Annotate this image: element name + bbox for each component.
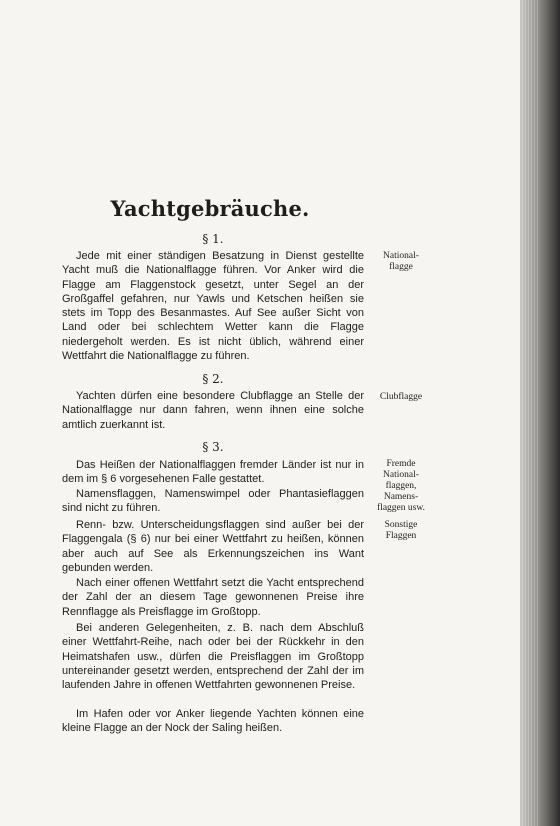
paragraph: Das Heißen der Nationalflaggen fremder Länder ist nur in dem im § 6 vorgesehenen Falle gestattet. — [62, 459, 364, 486]
margin-note: Sonstige Flaggen — [384, 520, 418, 541]
section-heading-1: § 1. — [202, 232, 224, 246]
paragraph: Jede mit einer ständigen Besatzung in Dienst gestellte Yacht muß die Nationalflagge führen. Vor Anker wird die Flagge am Flaggenstock gesetzt, unter Segel an der Großgaffel gefahren, nur Yawls und Ketschen heißen sie stets im Topp des Besanmastes. Auf See außer Sicht von Land oder bei schlechtem Wetter kann die Flagge niedergeholt werden. Es ist nicht üblich, während einer Wettfahrt die Nationalflagge zu führen. — [62, 250, 364, 363]
section-heading-3: § 3. — [202, 440, 224, 454]
paragraph: Bei anderen Gelegenheiten, z. B. nach dem Abschluß einer Wettfahrt-Reihe, nach oder bei der Rückkehr in den Heimatshafen usw., dürfen die Preisflaggen im Großtopp untereinander gesetzt werden, entsprechend der Zahl der im laufenden Jahre in offenen Wettfahrten gewonnenen Preise. — [62, 622, 364, 692]
paragraph: Namensflaggen, Namenswimpel oder Phantasieflaggen sind nicht zu führen. — [62, 488, 364, 515]
page-stack-lines — [522, 0, 538, 826]
margin-note: National- flagge — [383, 251, 419, 272]
page-title: Yachtgebräuche. — [110, 196, 310, 221]
paragraph: Nach einer offenen Wettfahrt setzt die Yacht entsprechend der Zahl der an diesem Tage gewonnenen Preise ihre Rennflagge als Preisflagge im Großtopp. — [62, 577, 364, 618]
section-heading-2: § 2. — [202, 372, 224, 386]
margin-note: Clubflagge — [379, 392, 423, 402]
paragraph: Renn- bzw. Unterscheidungsflaggen sind außer bei der Flaggengala (§ 6) nur bei einer Wettfahrt zu heißen, können aber auch auf See als Erkennungszeichen ins Want gebunden werden. — [62, 519, 364, 574]
margin-note: Fremde National- flaggen, Namens- flaggen usw. — [377, 459, 425, 513]
paragraph: Im Hafen oder vor Anker liegende Yachten können eine kleine Flagge an der Nock der Saling heißen. — [62, 708, 364, 735]
paragraph: Yachten dürfen eine besondere Clubflagge an Stelle der Nationalflagge nur dann fahren, wenn ihnen eine solche amtlich zuerkannt ist. — [62, 390, 364, 431]
